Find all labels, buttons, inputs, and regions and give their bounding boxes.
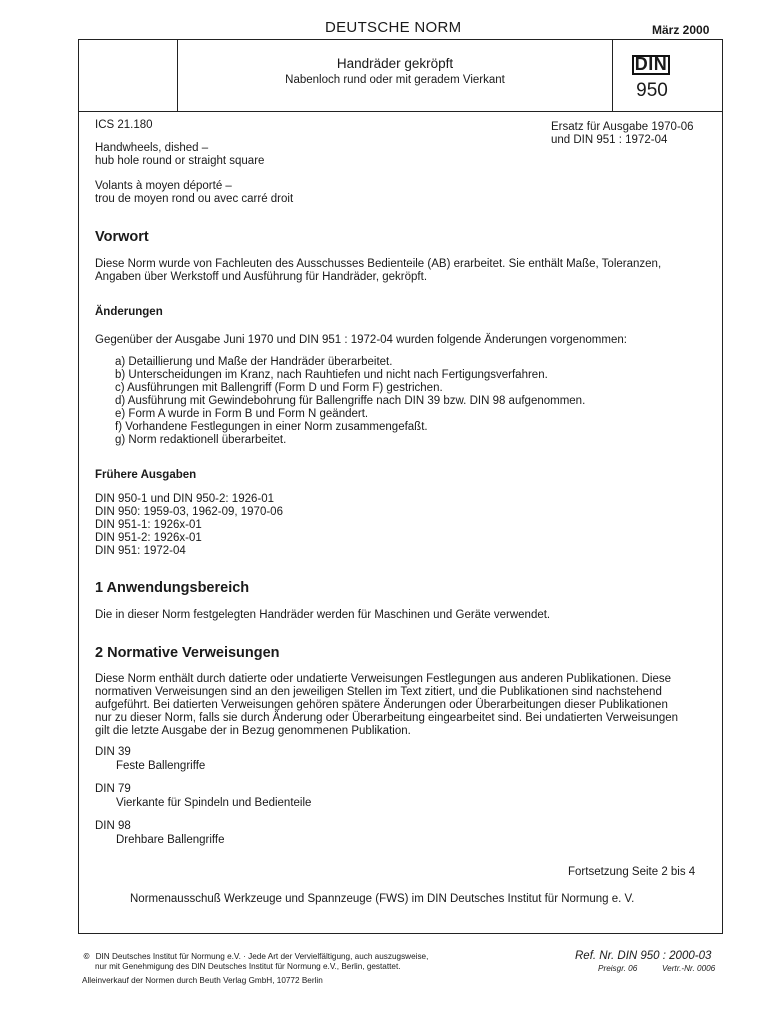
replaces-line-1: Ersatz für Ausgabe 1970-06 bbox=[551, 121, 694, 133]
reference-number: Ref. Nr. DIN 950 : 2000-03 bbox=[575, 950, 712, 962]
copyright-icon: © bbox=[83, 952, 90, 961]
anwendungsbereich-text: Die in dieser Norm festgelegten Handräder werden für Maschinen und Geräte verwendet. bbox=[95, 609, 551, 621]
list-item: DIN 950: 1959-03, 1962-09, 1970-06 bbox=[95, 506, 283, 518]
list-item: a) Detaillierung und Maße der Handräder überarbeitet. bbox=[115, 356, 393, 368]
list-item: f) Vorhandene Festlegungen in einer Norm zusammengefaßt. bbox=[115, 421, 428, 433]
list-item: b) Unterscheidungen im Kranz, nach Rauhtiefen und nicht nach Fertigungsverfahren. bbox=[115, 369, 548, 381]
french-title-line-1: Volants à moyen déporté – bbox=[95, 180, 232, 192]
din-logo bbox=[632, 55, 670, 75]
verweisungen-text-line: Diese Norm enthält durch datierte oder undatierte Verweisungen Festlegungen aus anderen Publikationen. Diese bbox=[95, 673, 671, 685]
replaces-line-2: und DIN 951 : 1972-04 bbox=[551, 134, 668, 146]
copyright-line-2: nur mit Genehmigung des DIN Deutsches Institut für Normung e.V., Berlin, gestattet. bbox=[95, 962, 401, 972]
verweisungen-text-line: nur zu dieser Norm, falls sie durch Änderung oder Überarbeitung eingearbeitet sind. Bei undatierten Verweisungen bbox=[95, 712, 679, 724]
copyright-notice bbox=[82, 952, 428, 973]
price-group: Preisgr. 06 bbox=[598, 964, 638, 973]
standard-title: Handräder gekröpft bbox=[336, 56, 454, 71]
reference-code: DIN 79 bbox=[95, 783, 131, 795]
heading-vorwort: Vorwort bbox=[95, 229, 149, 245]
continuation-note: Fortsetzung Seite 2 bis 4 bbox=[568, 866, 696, 878]
heading-normative-verweisungen: 2 Normative Verweisungen bbox=[95, 645, 280, 661]
reference-code: DIN 98 bbox=[95, 820, 131, 832]
list-item: DIN 950-1 und DIN 950-2: 1926-01 bbox=[95, 493, 274, 505]
english-title-line-1: Handwheels, dished – bbox=[95, 142, 209, 154]
reference-title: Drehbare Ballengriffe bbox=[116, 834, 225, 846]
standard-number: 950 bbox=[636, 80, 668, 101]
header-divider-right bbox=[612, 39, 613, 112]
verweisungen-text-line: normativen Verweisungen sind an den jeweiligen Stellen im Text zitiert, und die Publikationen sind nachstehend bbox=[95, 686, 662, 698]
list-item: c) Ausführungen mit Ballengriff (Form D und Form F) gestrichen. bbox=[115, 382, 443, 394]
list-item: DIN 951-1: 1926x-01 bbox=[95, 519, 202, 531]
sales-notice: Alleinverkauf der Normen durch Beuth Verlag GmbH, 10772 Berlin bbox=[82, 976, 323, 985]
vorwort-text-line-2: Angaben über Werkstoff und Ausführung für Handräder, gekröpft. bbox=[95, 271, 428, 283]
list-item: DIN 951: 1972-04 bbox=[95, 545, 186, 557]
din-logo-text: DIN bbox=[634, 54, 668, 74]
list-item: e) Form A wurde in Form B und Form N geändert. bbox=[115, 408, 369, 420]
list-item: d) Ausführung mit Gewindebohrung für Ballengriffe nach DIN 39 bzw. DIN 98 aufgenommen. bbox=[115, 395, 586, 407]
standard-subtitle: Nabenloch rund oder mit geradem Vierkant bbox=[285, 74, 505, 86]
english-title-line-2: hub hole round or straight square bbox=[95, 155, 265, 167]
document-type-label: DEUTSCHE NORM bbox=[325, 19, 462, 36]
heading-fruehere-ausgaben: Frühere Ausgaben bbox=[95, 469, 197, 481]
heading-anwendungsbereich: 1 Anwendungsbereich bbox=[95, 580, 250, 596]
heading-aenderungen: Änderungen bbox=[95, 306, 163, 318]
reference-title: Vierkante für Spindeln und Bedienteile bbox=[116, 797, 312, 809]
reference-title: Feste Ballengriffe bbox=[116, 760, 206, 772]
distribution-number: Vertr.-Nr. 0006 bbox=[662, 964, 716, 973]
reference-code: DIN 39 bbox=[95, 746, 131, 758]
verweisungen-text-line: gilt die letzte Ausgabe der in Bezug genommenen Publikation. bbox=[95, 725, 411, 737]
publication-date: März 2000 bbox=[652, 23, 710, 37]
ics-code: ICS 21.180 bbox=[95, 119, 153, 131]
list-item: DIN 951-2: 1926x-01 bbox=[95, 532, 202, 544]
copyright-line-1: DIN Deutsches Institut für Normung e.V. · Jede Art der Vervielfältigung, auch auszugsweise, bbox=[95, 952, 429, 961]
verweisungen-text-line: aufgeführt. Bei datierten Verweisungen gehören spätere Änderungen oder Überarbeitungen dieser Publikationen bbox=[95, 699, 668, 711]
french-title-line-2: trou de moyen rond ou avec carré droit bbox=[95, 193, 294, 205]
publisher-line: Normenausschuß Werkzeuge und Spannzeuge (FWS) im DIN Deutsches Institut für Normung e. V. bbox=[130, 893, 635, 905]
aenderungen-intro: Gegenüber der Ausgabe Juni 1970 und DIN 951 : 1972-04 wurden folgende Änderungen vorgenommen: bbox=[95, 334, 627, 346]
list-item: g) Norm redaktionell überarbeitet. bbox=[115, 434, 287, 446]
vorwort-text-line-1: Diese Norm wurde von Fachleuten des Ausschusses Bedienteile (AB) erarbeitet. Sie enthält Maße, Toleranzen, bbox=[95, 258, 662, 270]
